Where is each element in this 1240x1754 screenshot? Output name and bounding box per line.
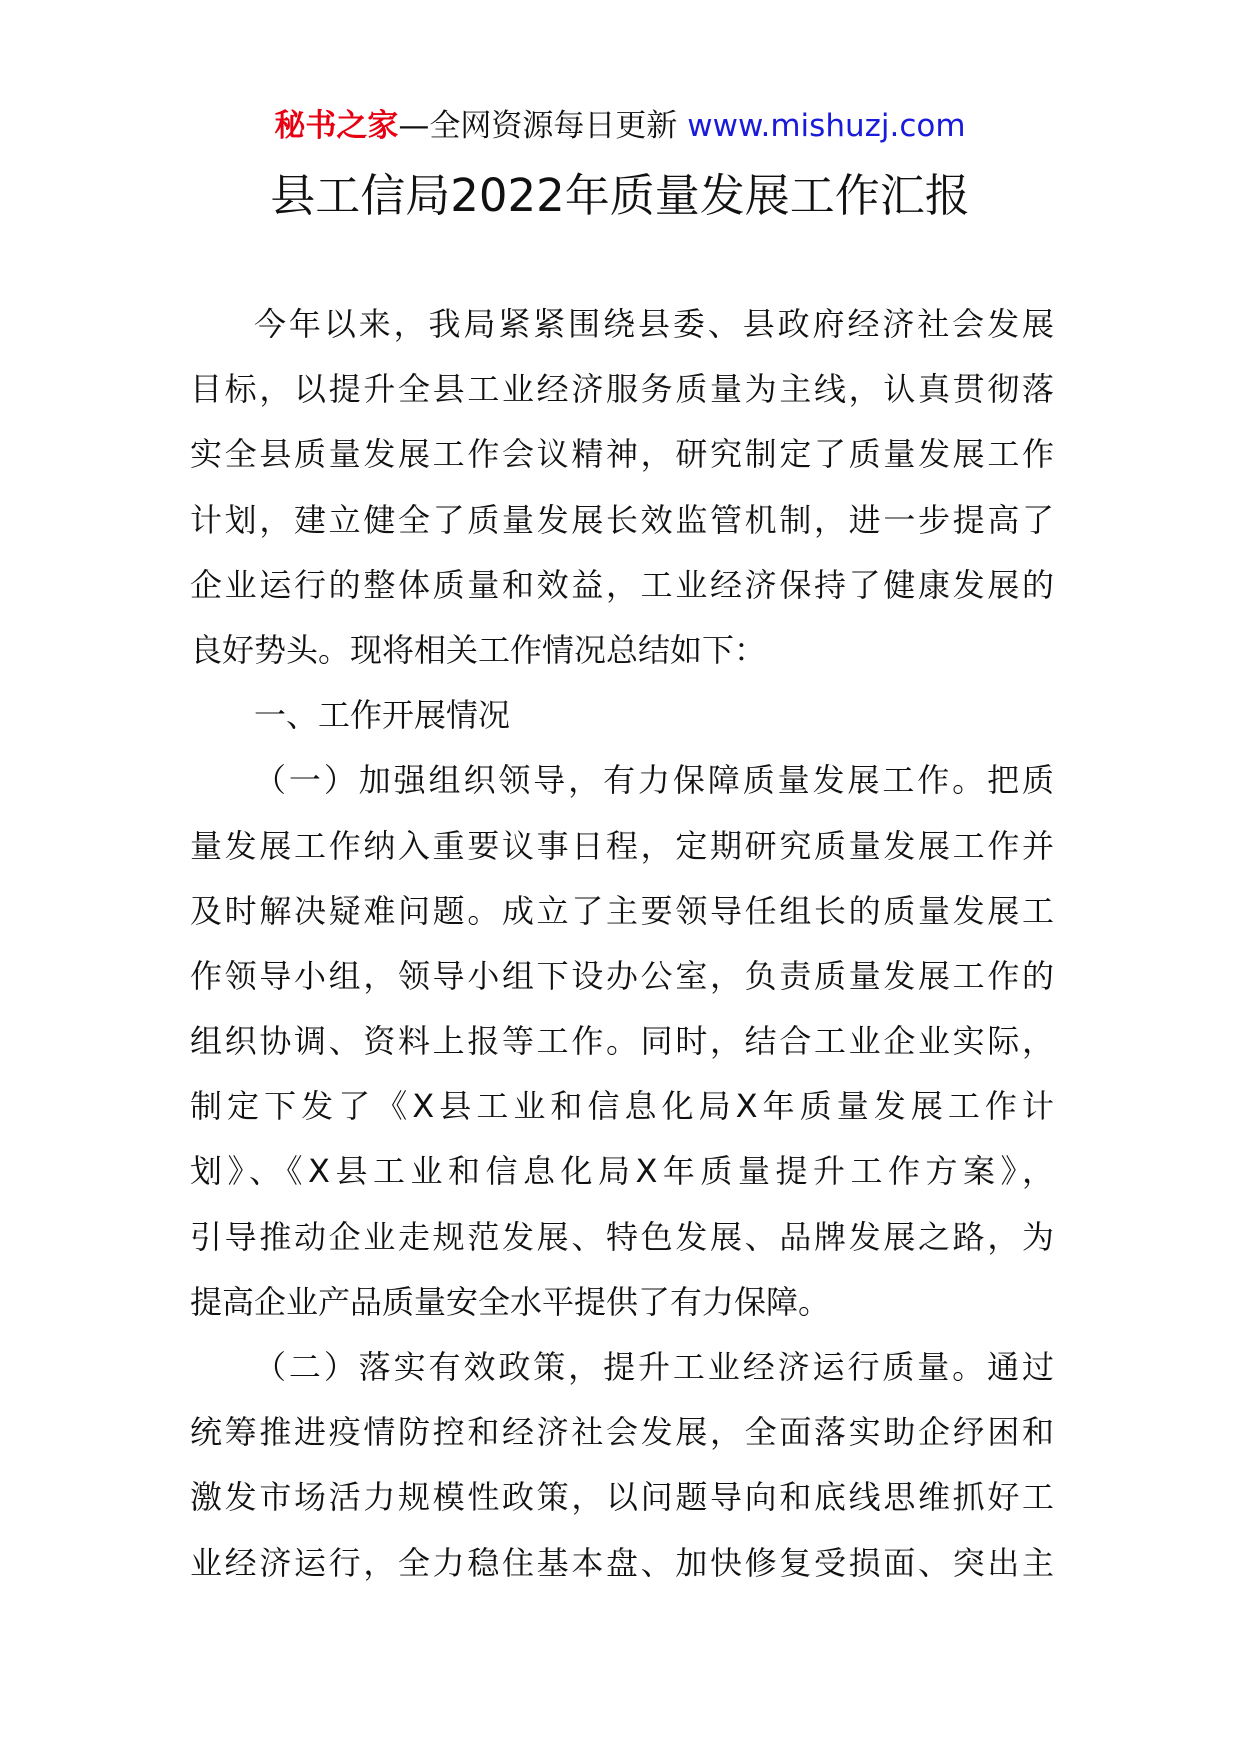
paragraph-line: 量发展工作纳入重要议事日程，定期研究质量发展工作并	[190, 826, 1054, 865]
site-tagline: —全网资源每日更新	[398, 108, 688, 144]
paragraph-line: 统筹推进疫情防控和经济社会发展，全面落实助企纾困和	[190, 1413, 1054, 1452]
paragraph-line: 良好势头。现将相关工作情况总结如下：	[190, 630, 767, 669]
paragraph-line: 及时解决疑难问题。成立了主要领导任组长的质量发展工	[190, 891, 1054, 930]
paragraph-line: 企业运行的整体质量和效益，工业经济保持了健康发展的	[190, 565, 1054, 604]
site-brand: 秘书之家	[274, 108, 399, 144]
paragraph-line: 激发市场活力规模性政策，以问题导向和底线思维抓好工	[190, 1478, 1054, 1517]
paragraph-line: 业经济运行，全力稳住基本盘、加快修复受损面、突出主	[190, 1543, 1054, 1582]
paragraph-line: 计划，建立健全了质量发展长效监管机制，进一步提高了	[190, 500, 1054, 539]
site-url-link[interactable]: www.mishuzj.com	[687, 108, 966, 144]
paragraph-line: 提高企业产品质量安全水平提供了有力保障。	[190, 1282, 831, 1321]
section-heading: 一、工作开展情况	[254, 696, 511, 735]
paragraph-line: 作领导小组，领导小组下设办公室，负责质量发展工作的	[190, 956, 1054, 995]
paragraph-line: 组织协调、资料上报等工作。同时，结合工业企业实际，	[190, 1022, 1054, 1061]
paragraph-line: 今年以来，我局紧紧围绕县委、县政府经济社会发展	[254, 305, 1054, 343]
paragraph-line: 划》、《X县工业和信息化局X年质量提升工作方案》，	[190, 1152, 1054, 1191]
paragraph-line: （一）加强组织领导，有力保障质量发展工作。把质	[254, 761, 1054, 800]
paragraph-line: （二）落实有效政策，提升工业经济运行质量。通过	[254, 1348, 1054, 1386]
site-header	[0, 104, 1240, 148]
paragraph-line: 实全县质量发展工作会议精神，研究制定了质量发展工作	[190, 435, 1054, 474]
paragraph-line: 制定下发了《X县工业和信息化局X年质量发展工作计	[190, 1087, 1054, 1126]
paragraph-line: 引导推动企业走规范发展、特色发展、品牌发展之路，为	[190, 1217, 1054, 1256]
paragraph-line: 目标，以提升全县工业经济服务质量为主线，认真贯彻落	[190, 370, 1054, 409]
document-title: 县工信局2022年质量发展工作汇报	[270, 169, 970, 222]
document-body	[190, 292, 1054, 1596]
